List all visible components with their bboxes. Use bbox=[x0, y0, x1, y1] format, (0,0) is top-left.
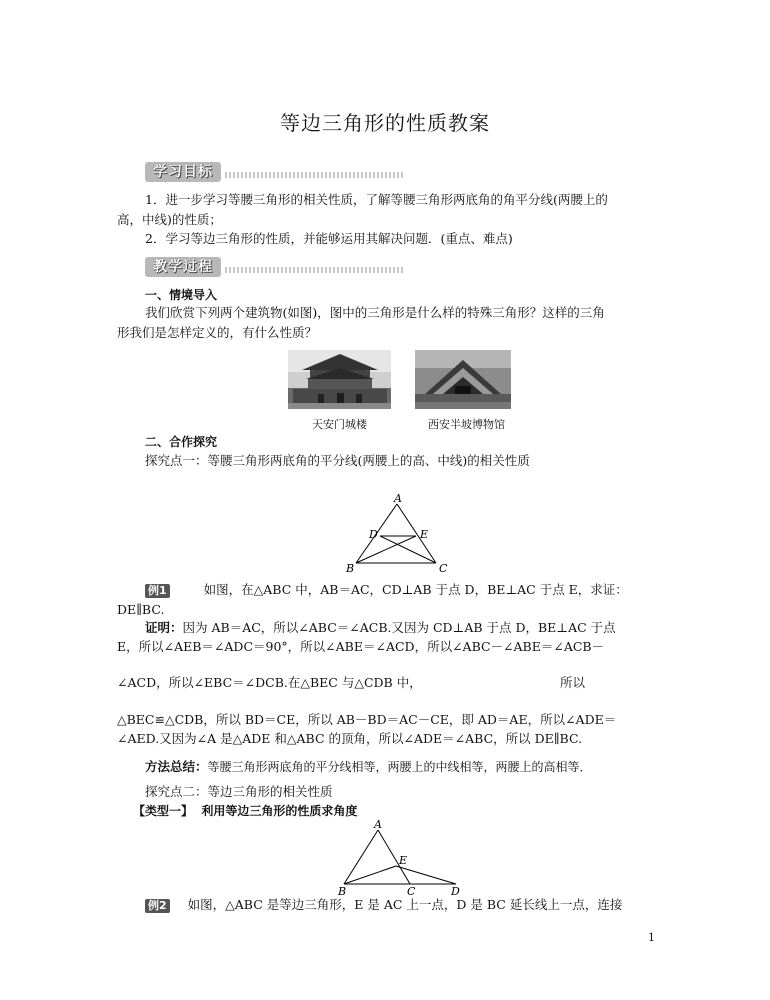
fig2-label-a: A bbox=[374, 818, 382, 831]
proof-text-1: 因为 AB＝AC，所以∠ABC＝∠ACB.又因为 CD⊥AB 于点 D，BE⊥AC 于点 bbox=[182, 620, 616, 635]
proof-line-5: ∠AED.又因为∠A 是△ADE 和△ABC 的顶角，所以∠ADE＝∠ABC，所以 DE∥BC. bbox=[117, 731, 583, 746]
section-badge: 教学过程 bbox=[145, 257, 221, 277]
example-1-line-2: DE∥BC. bbox=[117, 602, 165, 617]
example-2-line-1 bbox=[145, 895, 622, 915]
example-1-line-1 bbox=[145, 580, 628, 600]
fig2-segment-be bbox=[344, 866, 396, 884]
section-dots bbox=[225, 172, 405, 178]
tiananmen-photo bbox=[288, 350, 391, 409]
inquiry-point-2: 探究点二：等边三角形的相关性质 bbox=[145, 784, 333, 799]
proof-line-3b: 所以 bbox=[560, 675, 586, 690]
inquiry-point-1: 探究点一：等腰三角形两底角的平分线(两腰上的高、中线)的相关性质 bbox=[145, 453, 530, 468]
proof-line-4: △BEC≌△CDB，所以 BD＝CE，所以 AB－BD＝AC－CE，即 AD＝AE，所以∠ADE＝ bbox=[117, 712, 617, 727]
goal-line-2: 高，中线)的性质； bbox=[117, 212, 222, 227]
fig2-label-c: C bbox=[407, 885, 416, 898]
fig1-label-e: E bbox=[420, 528, 429, 541]
situation-line-1: 我们欣赏下列两个建筑物(如图)，图中的三角形是什么样的特殊三角形？这样的三角 bbox=[145, 305, 605, 320]
type-1-text: 利用等边三角形的性质求角度 bbox=[201, 804, 358, 818]
section-header-goals bbox=[145, 162, 405, 184]
proof-line-3a: ∠ACD，所以∠EBC＝∠DCB.在△BEC 与△CDB 中， bbox=[117, 675, 422, 690]
page-title: 等边三角形的性质教案 bbox=[280, 111, 490, 135]
banpo-museum-photo bbox=[415, 350, 511, 409]
situation-line-2: 形我们是怎样定义的，有什么性质？ bbox=[117, 325, 318, 340]
fig1-label-d: D bbox=[369, 528, 378, 541]
section-dots bbox=[225, 267, 405, 273]
example-2-text: 如图，△ABC 是等边三角形，E 是 AC 上一点，D 是 BC 延长线上一点，连接 bbox=[187, 897, 623, 912]
fig2-label-e: E bbox=[399, 854, 408, 867]
heading-cooperation: 二、合作探究 bbox=[145, 435, 218, 449]
section-header-process bbox=[145, 257, 405, 279]
fig2-side-ab bbox=[344, 830, 378, 884]
photo-caption-2: 西安半坡博物馆 bbox=[428, 418, 505, 431]
proof-line-2: E，所以∠AEB＝∠ADC＝90°，所以∠ABE＝∠ACD，所以∠ABC－∠ABE＝∠ACB－ bbox=[117, 639, 605, 654]
type-1-heading bbox=[133, 801, 357, 821]
heading-situation: 一、情境导入 bbox=[145, 288, 218, 302]
goal-line-1: 1．进一步学习等腰三角形的相关性质，了解等腰三角形两底角的角平分线(两腰上的 bbox=[145, 192, 608, 207]
example-2-badge: 例2 bbox=[145, 899, 170, 913]
method-summary bbox=[145, 757, 592, 777]
figure-equilateral-triangle bbox=[330, 818, 466, 898]
section-badge: 学习目标 bbox=[145, 162, 221, 182]
example-1-text: 如图，在△ABC 中，AB＝AC，CD⊥AB 于点 D，BE⊥AC 于点 E，求证： bbox=[203, 582, 628, 597]
proof-line-1 bbox=[145, 618, 616, 638]
example-1-badge: 例1 bbox=[145, 584, 170, 598]
fig1-label-b: B bbox=[346, 562, 355, 574]
method-label: 方法总结： bbox=[145, 759, 208, 774]
type-1-label: 【类型一】 bbox=[133, 804, 194, 818]
goal-line-3: 2．学习等边三角形的性质，并能够运用其解决问题．(重点、难点) bbox=[145, 231, 513, 246]
fig1-label-a: A bbox=[394, 492, 402, 505]
figure-isosceles-triangle bbox=[340, 492, 450, 574]
fig2-label-d: D bbox=[451, 885, 460, 898]
page-number: 1 bbox=[648, 931, 655, 944]
proof-label: 证明： bbox=[145, 620, 183, 635]
fig2-label-b: B bbox=[338, 885, 347, 898]
method-text: 等腰三角形两底角的平分线相等，两腰上的中线相等，两腰上的高相等． bbox=[207, 760, 592, 774]
fig1-label-c: C bbox=[439, 562, 448, 574]
photo-caption-1: 天安门城楼 bbox=[312, 418, 367, 431]
